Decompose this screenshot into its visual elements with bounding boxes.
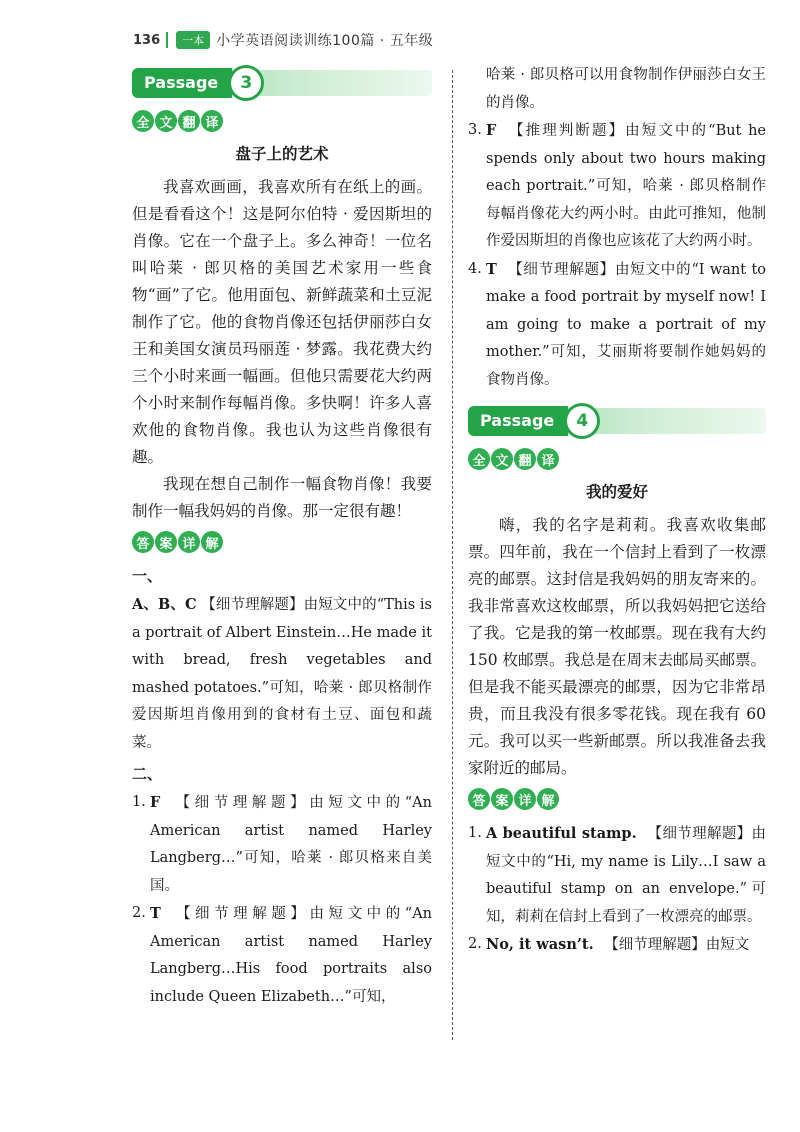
page-header xyxy=(133,28,433,52)
answer-key: No, it wasn’t. xyxy=(486,936,594,953)
answer-continued xyxy=(468,62,766,117)
answer-item xyxy=(468,256,766,395)
heading-char: 答 xyxy=(468,788,490,810)
heading-char: 文 xyxy=(155,110,177,132)
answer-key: A、B、C xyxy=(132,596,197,613)
answer-item xyxy=(468,820,766,931)
answer-key: T xyxy=(150,905,161,922)
heading-char: 翻 xyxy=(178,110,200,132)
passage-label: Passage xyxy=(468,406,568,436)
passage-3-banner xyxy=(132,66,432,100)
translation-paragraph: 嗨，我的名字是莉莉。我喜欢收集邮票。四年前，我在一个信封上看到了一枚漂亮的邮票。这封信是我妈妈的朋友寄来的。我非常喜欢这枚邮票，所以我妈妈把它送给了我。它是我的第一枚邮票。现在我有大约 150 枚邮票。我总是在周末去邮局买邮票。但是我不能买最漂亮的邮票，因为它非常昂贵，而且我没有很多零花钱。现在我有 60 元。我可以买一些新邮票。所以我准备去我家附近的邮局。 xyxy=(468,516,767,777)
heading-char: 解 xyxy=(537,788,559,810)
answer-explanation: 【细节理解题】由短文中的“An American artist named Harley Langberg…His food portraits also include Queen Elizabeth…”可知， xyxy=(150,906,432,1005)
answer-heading xyxy=(468,788,766,810)
answer-explanation: 【细节理解题】由短文中的“I want to make a food portrait by myself now! I am going to make a portrait of my mother.”可知，艾丽斯将要制作她妈妈的食物肖像。 xyxy=(486,261,766,388)
item-number: 2. xyxy=(132,905,146,921)
heading-char: 答 xyxy=(132,531,154,553)
answer-explanation: 【细节理解题】由短文 xyxy=(604,937,750,953)
translation-paragraph: 我喜欢画画，我喜欢所有在纸上的画。但是看看这个！这是阿尔伯特 · 爱因斯坦的肖像。它在一个盘子上。多么神奇！一位名叫哈莱 · 郎贝格的美国艺术家用一些食物“画”了它。他用面包、新鲜蔬菜和土豆泥制作了它。他的食物肖像还包括伊丽莎白女王和美国女演员玛丽莲 · 梦露。我花费大约三个小时来画一幅画。但他只需要花大约两个小时来制作每幅肖像。多快啊！许多人喜欢他的食物肖像。我也认为这些肖像很有趣。 xyxy=(132,178,432,466)
item-number: 1. xyxy=(132,794,146,810)
heading-char: 译 xyxy=(537,448,559,470)
passage-number: 4 xyxy=(564,403,600,439)
heading-char: 详 xyxy=(514,788,536,810)
heading-char: 案 xyxy=(155,531,177,553)
answer-key: F xyxy=(486,122,497,139)
heading-char: 文 xyxy=(491,448,513,470)
heading-char: 案 xyxy=(491,788,513,810)
answer-heading xyxy=(132,531,432,553)
left-column xyxy=(132,66,432,1011)
heading-char: 全 xyxy=(468,448,490,470)
answer-explanation: 哈莱 · 郎贝格可以用食物制作伊丽莎白女王的肖像。 xyxy=(486,67,766,111)
section-one-label: 一、 xyxy=(132,567,163,585)
item-number: 3. xyxy=(468,122,482,138)
answer-key: F xyxy=(150,794,161,811)
section-one-answer xyxy=(132,591,432,757)
passage-title: 盘子上的艺术 xyxy=(235,144,329,163)
heading-char: 全 xyxy=(132,110,154,132)
translation-heading xyxy=(468,448,766,470)
heading-char: 详 xyxy=(178,531,200,553)
heading-char: 译 xyxy=(201,110,223,132)
answer-key: T xyxy=(486,260,497,278)
header-bar xyxy=(166,32,168,48)
section-two-label: 二、 xyxy=(132,765,163,783)
column-divider xyxy=(452,70,453,1040)
heading-char: 解 xyxy=(201,531,223,553)
answer-explanation: 【细节理解题】由短文中的“Hi, my name is Lily…I saw a beautiful stamp on an envelope.”可知，莉莉在信封上看到了一枚漂亮的邮票。 xyxy=(486,826,767,925)
passage-4-banner xyxy=(468,404,766,438)
book-series-title: 小学英语阅读训练100篇 · 五年级 xyxy=(216,33,434,49)
passage-number: 3 xyxy=(228,65,264,101)
answer-item xyxy=(468,117,766,256)
answer-explanation: 【推理判断题】由短文中的“But he spends only about two hours making each portrait.”可知，哈莱 · 郎贝格制作每幅肖像花大约两小时。由此可推知，他制作爱因斯坦的肖像也应该花了大约两小时。 xyxy=(486,123,767,249)
heading-char: 翻 xyxy=(514,448,536,470)
translation-heading xyxy=(132,110,432,132)
translation-paragraph: 我现在想自己制作一幅食物肖像！我要制作一幅我妈妈的肖像。那一定很有趣！ xyxy=(132,475,432,520)
item-number: 1. xyxy=(468,825,482,841)
right-column xyxy=(468,62,766,960)
passage-title: 我的爱好 xyxy=(585,482,648,501)
item-number: 2. xyxy=(468,936,482,952)
brand-logo: 一本 xyxy=(176,31,210,49)
answer-explanation: 【细节理解题】由短文中的“An American artist named Harley Langberg…”可知，哈莱 · 郎贝格来自美国。 xyxy=(150,795,432,894)
item-number: 4. xyxy=(468,260,482,277)
answer-item xyxy=(132,789,432,900)
answer-item xyxy=(468,931,766,960)
answer-item xyxy=(132,900,432,1011)
answer-key: A beautiful stamp. xyxy=(486,825,637,842)
page-number: 136 xyxy=(133,32,161,48)
answer-explanation: 【细节理解题】由短文中的“This is a portrait of Albert Einstein…He made it with bread, fresh vegetables and mashed potatoes.”可知，哈莱 · 郎贝格制作爱因斯坦肖像用到的食材有土豆、面包和蔬菜。 xyxy=(132,597,432,751)
passage-label: Passage xyxy=(132,68,232,98)
